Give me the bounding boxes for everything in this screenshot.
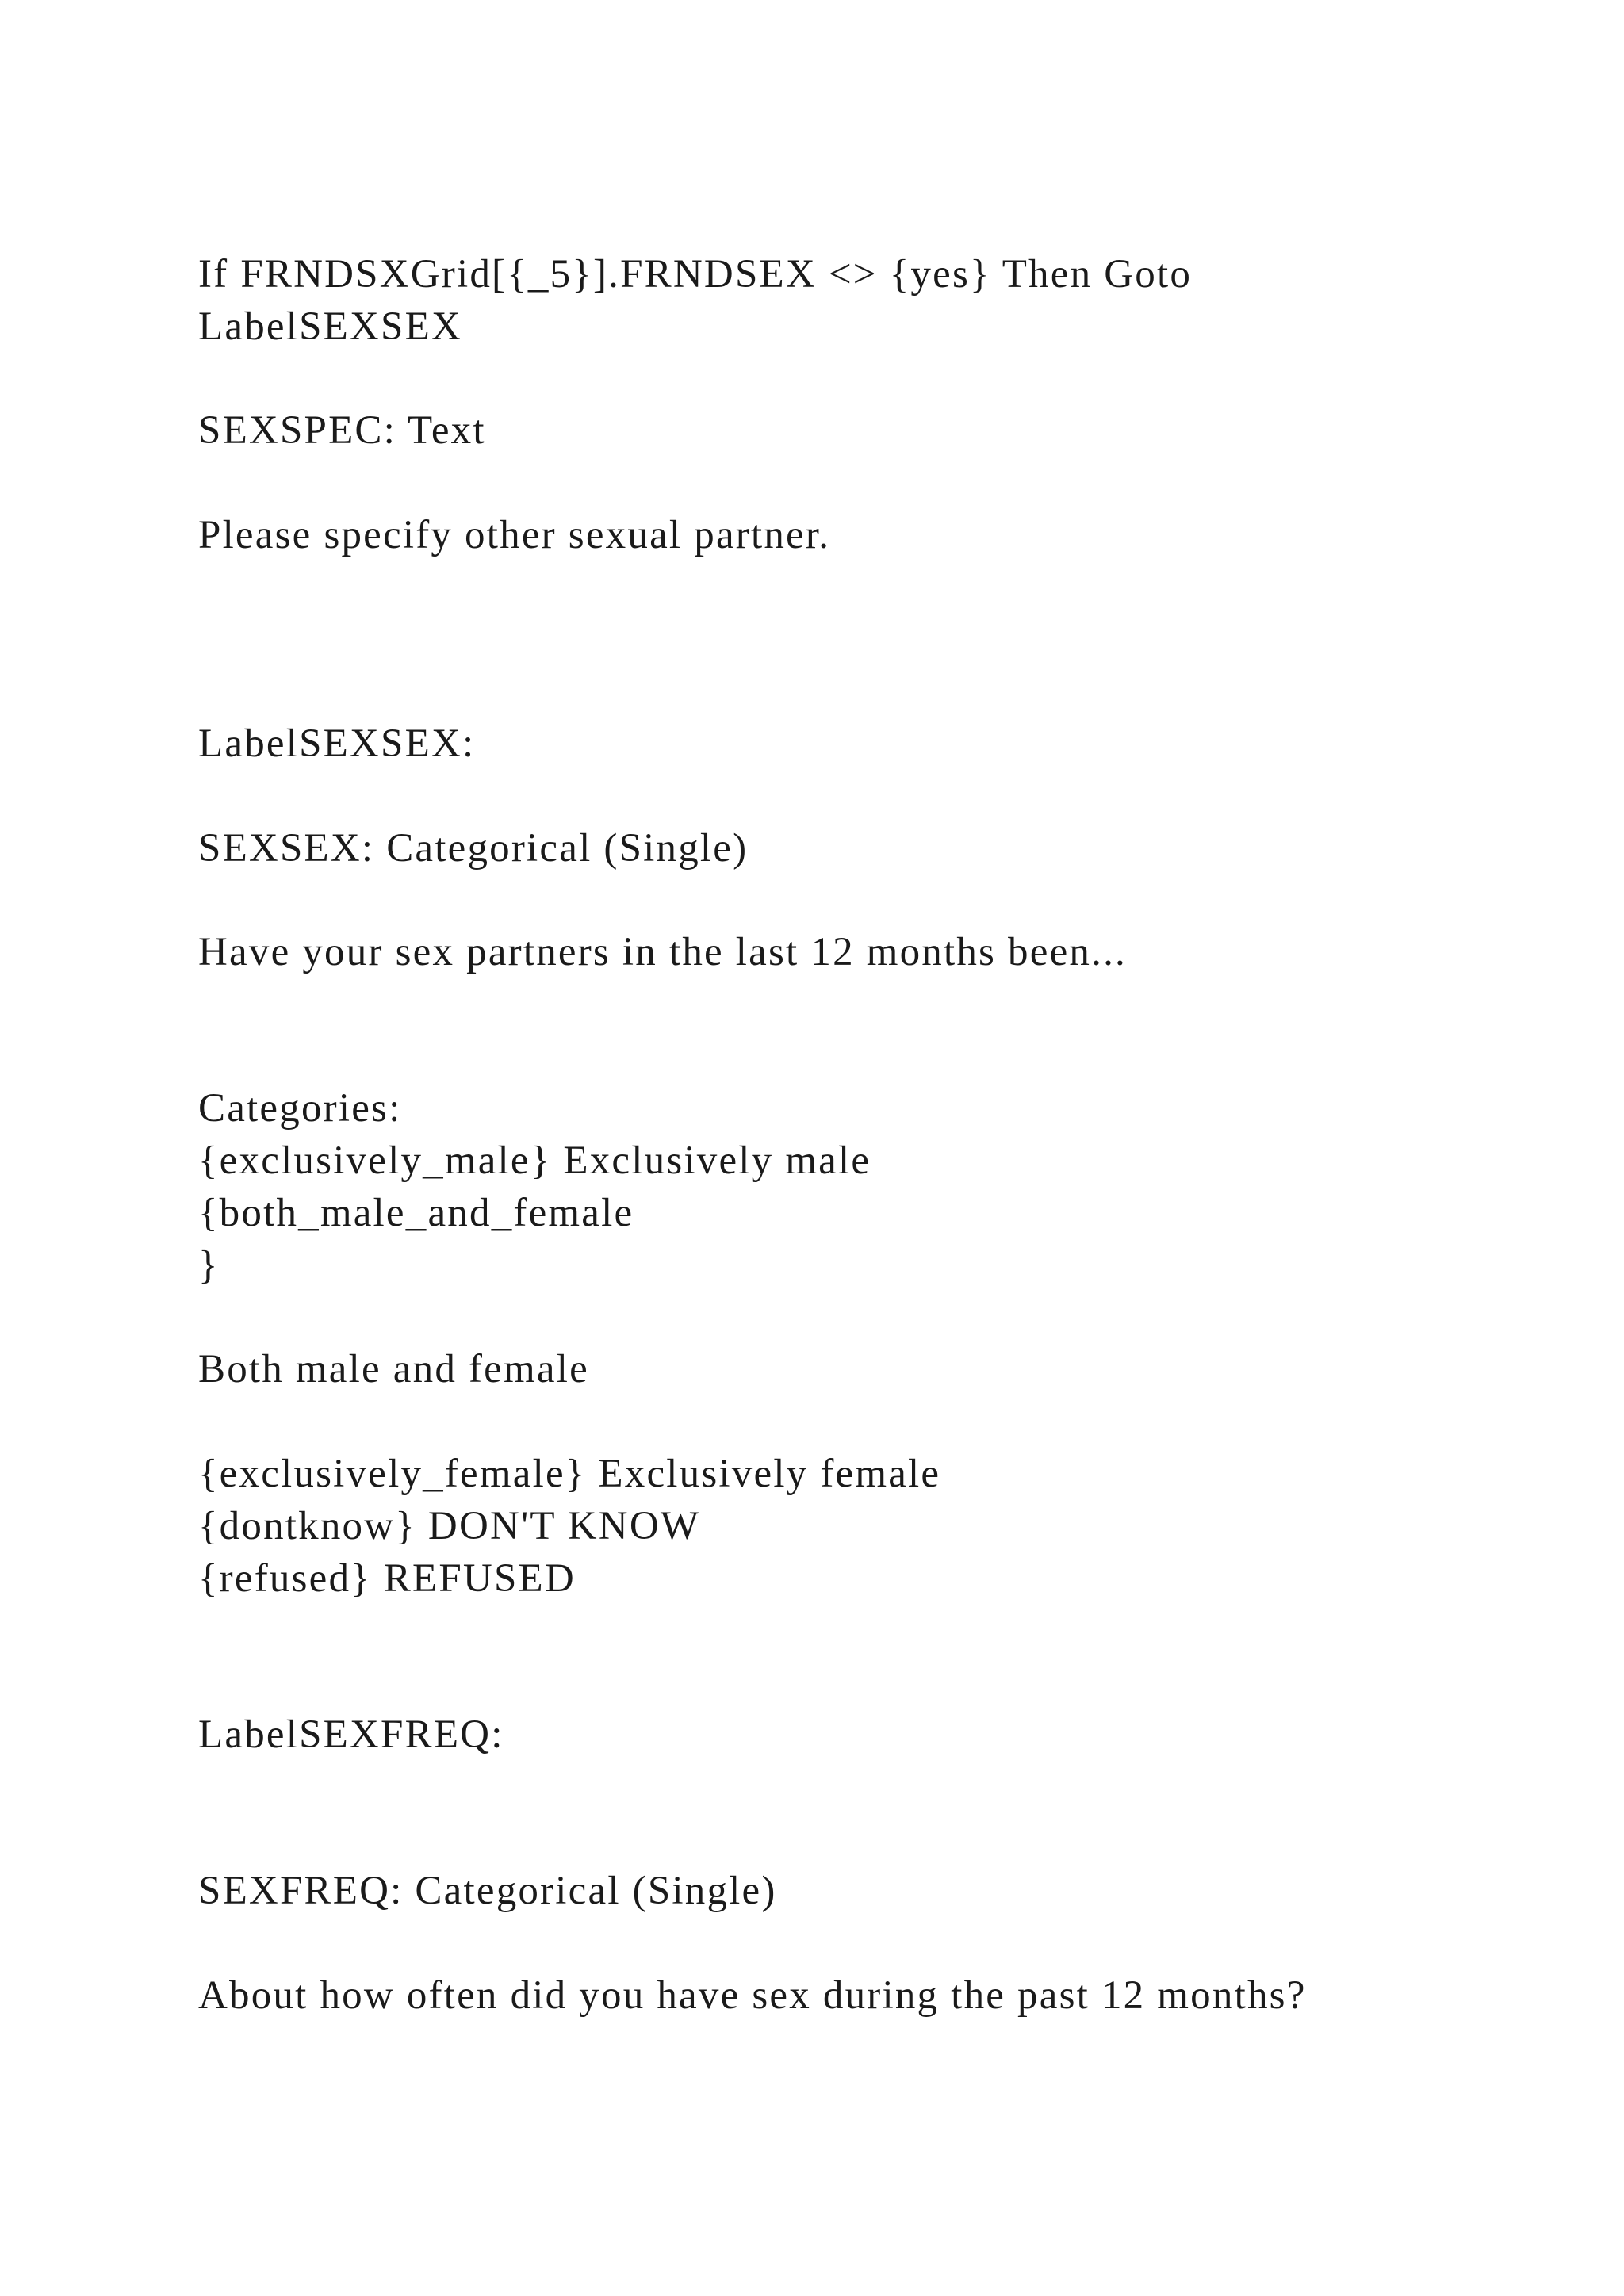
category-refused: {refused} REFUSED <box>198 1556 576 1601</box>
categories-heading: Categories: <box>198 1086 402 1131</box>
category-both-code-close: } <box>198 1243 220 1288</box>
question-header-sexspec: SEXSPEC: Text <box>198 408 486 453</box>
category-exclusively-male: {exclusively_male} Exclusively male <box>198 1138 871 1183</box>
category-dontknow: {dontknow} DON'T KNOW <box>198 1504 701 1548</box>
label-sexfreq: LabelSEXFREQ: <box>198 1712 504 1757</box>
category-both-code: {both_male_and_female <box>198 1191 634 1235</box>
question-header-sexsex: SEXSEX: Categorical (Single) <box>198 826 749 871</box>
question-text-sexspec: Please specify other sexual partner. <box>198 513 831 557</box>
condition-line-1: If FRNDSXGrid[{_5}].FRNDSEX <> {yes} Then Goto <box>198 252 1193 297</box>
condition-line-2: LabelSEXSEX <box>198 304 462 349</box>
question-text-sexsex: Have your sex partners in the last 12 months been... <box>198 930 1127 974</box>
question-text-sexfreq: About how often did you have sex during the past 12 months? <box>198 1973 1307 2018</box>
question-header-sexfreq: SEXFREQ: Categorical (Single) <box>198 1869 777 1913</box>
category-exclusively-female: {exclusively_female} Exclusively female <box>198 1452 941 1496</box>
category-both-label: Both male and female <box>198 1347 589 1391</box>
label-sexsex: LabelSEXSEX: <box>198 721 476 766</box>
